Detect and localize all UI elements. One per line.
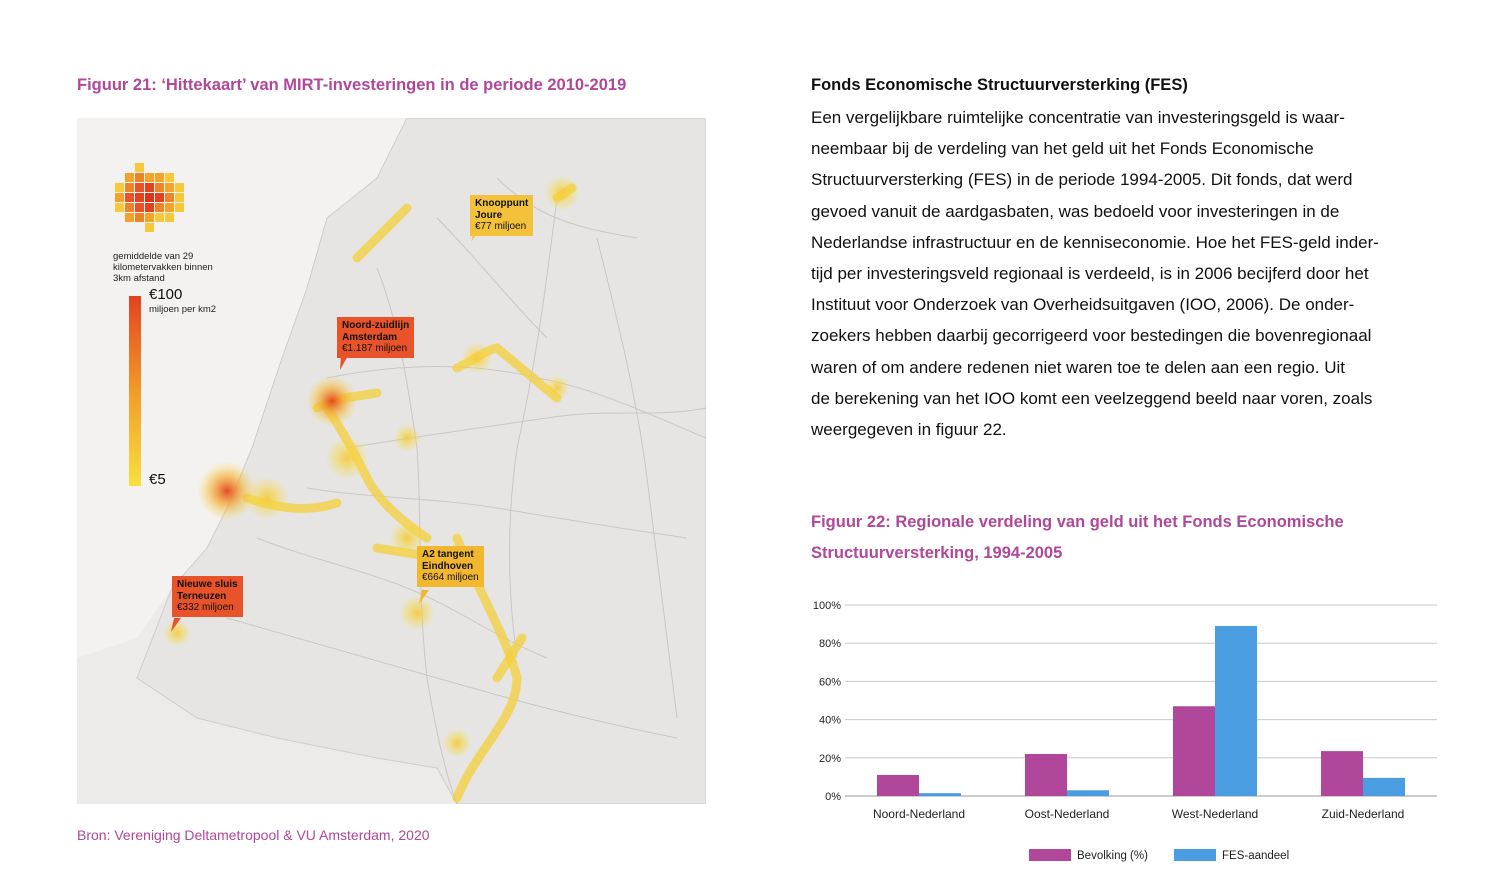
section-title: Fonds Economische Structuurversterking (FES) (811, 76, 1188, 94)
y-tick-label: 20% (818, 752, 841, 765)
y-tick-label: 80% (818, 638, 841, 651)
x-tick-label: Zuid-Nederland (1321, 807, 1405, 821)
bar-bevolking (1173, 706, 1215, 796)
body-line: neembaar bij de verdeling van het geld uit het Fonds Economische (811, 139, 1314, 159)
legend-min-label: €5 (149, 471, 166, 488)
x-tick-label: West-Nederland (1171, 807, 1259, 821)
body-line: Instituut voor Onderzoek van Overheidsuitgaven (IOO, 2006). De onder- (811, 295, 1355, 315)
bar-fes (1363, 778, 1405, 796)
callout-a2-tangent: A2 tangent Eindhoven €664 miljoen (417, 546, 484, 587)
bar-bevolking (1321, 751, 1363, 796)
figure-21-source: Bron: Vereniging Deltametropool & VU Amsterdam, 2020 (77, 827, 430, 843)
body-line: de berekening van het IOO komt een veelzeggend beeld naar voren, zoals (811, 388, 1373, 408)
bar-chart (800, 590, 1450, 875)
callout-noord-zuidlijn: Noord-zuidlijn Amsterdam €1.187 miljoen (337, 317, 414, 358)
bar-bevolking (1025, 754, 1067, 796)
body-line: zoekers hebben daarbij gecorrigeerd voor bestedingen die bovenregionaal (811, 326, 1372, 346)
callout-nieuwe-sluis: Nieuwe sluis Terneuzen €332 miljoen (172, 576, 243, 617)
y-tick-label: 0% (825, 791, 841, 803)
body-line: gevoed vanuit de aardgasbaten, was bedoeld voor investeringen in de (811, 201, 1340, 221)
legend-label: FES-aandeel (1222, 850, 1290, 862)
body-line: waren of om andere redenen niet waren toe te delen aan een regio. Uit (811, 357, 1345, 377)
body-line: weergegeven in figuur 22. (811, 420, 1007, 440)
y-tick-label: 100% (812, 600, 841, 612)
legend-color-scale (129, 296, 141, 486)
body-line: Een vergelijkbare ruimtelijke concentratie van investeringsgeld is waar- (811, 108, 1345, 127)
y-tick-label: 60% (818, 676, 841, 689)
body-line: Nederlandse infrastructuur en de kenniseconomie. Hoe het FES-geld inder- (811, 232, 1379, 252)
x-tick-label: Noord-Nederland (872, 807, 966, 821)
bar-fes (1215, 626, 1257, 796)
legend-max-label: €100 (149, 286, 183, 303)
hotspot-amsterdam (306, 375, 358, 427)
map-graphic (77, 118, 706, 804)
body-line: Structuurversterking (FES) in de periode 1994-2005. Dit fonds, dat werd (811, 170, 1353, 190)
legend-swatch (1029, 849, 1071, 861)
legend-swatch (1174, 849, 1216, 861)
figure-21-title: Figuur 21: ‘Hittekaart’ van MIRT-investeringen in de periode 2010-2019 (77, 76, 627, 94)
heat-map (77, 118, 706, 804)
bar-fes (919, 793, 961, 796)
callout-knooppunt-joure: Knooppunt Joure €77 miljoen (470, 195, 533, 236)
section-body (811, 102, 1441, 445)
legend-icon (115, 163, 184, 232)
bar-bevolking (877, 775, 919, 796)
x-tick-label: Oost-Nederland (1024, 807, 1110, 821)
body-line: tijd per investeringsveld regionaal is verdeeld, is in 2006 becijferd door het (811, 264, 1369, 284)
legend-label: Bevolking (%) (1077, 850, 1148, 862)
legend-unit: miljoen per km2 (149, 304, 217, 315)
bar-fes (1067, 790, 1109, 796)
y-tick-label: 40% (818, 714, 841, 727)
figure-22-title: Figuur 22: Regionale verdeling van geld uit het Fonds Economische Structuurversterking, 1994-2005 (811, 513, 1344, 562)
legend-description: gemiddelde van 29 kilometervakken binnen 3km afstand (113, 251, 213, 284)
